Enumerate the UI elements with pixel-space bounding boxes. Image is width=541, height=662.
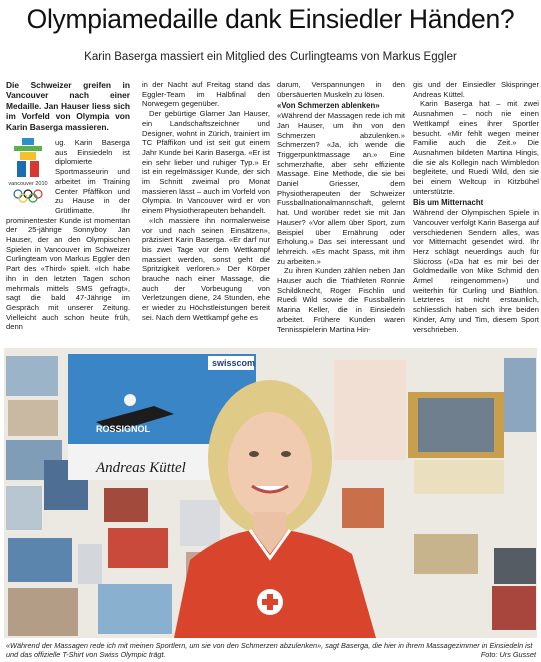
article-lead: Die Schweizer greifen in Vancouver nach einer Medaille. Jan Hauser liess sich im Vorfeld von Olympia von Karin Baserga massieren. (6, 80, 130, 132)
subheadline: Karin Baserga massiert ein Mitglied des Curlingteams von Markus Eggler (84, 51, 457, 63)
article-column-2 (142, 80, 270, 323)
paragraph: Zu ihren Kunden zählen neben Jan Hauser auch die Triathleten Ronnie Schildknecht, Roger Fischlin und Ruedi Wild sowie die Fussballerin Marina Keller, die in Einsiedeln arbeitet. Frühere Kunden waren Tennisspielerin Martina Hin- (277, 266, 405, 334)
caption-text: «Während der Massagen rede ich mit meinen Sportlern, um sie von den Schmerzen abzulenken», sagt Baserga, die hier in ihrem Massagezimmer in Einsiedeln ist und das offizielle T-Shirt von Swiss Olympic trägt. (6, 641, 533, 660)
paragraph: Karin Baserga hat – mit zwei Ausnahmen – noch nie einen Wettkampf eines ihrer Sportler besucht. «Mir fehlt wegen meiner Familie auch die Zeit.» Die Ausnahmen bildeten Martina Hingis, die sie als Kollegin nach Wimbledon begleitete, und Ruedi Wild, den sie bei einem Weltcup in Kitzbühel unterstützte. (413, 99, 539, 196)
article-photo (4, 348, 537, 638)
article-column-4 (413, 80, 539, 334)
paragraph: «Ich massiere ihn normalerweise vor und nach seinen Einsätzen», präzisiert Karin Baserga. «Er darf nur bis zwei Tage vor dem Wettkampf massiert werden, sonst geht die Spritzigkeit verloren.» Der Körper brauche nach einer Massage, die auch der Vorbeugung von Verletzungen diene, 24 Stunden, ehe er wieder zu Höchstleistungen bereit sei. Nach dem Wettkampf gehe es (142, 215, 270, 322)
headline: Olympiamedaille dank Einsiedler Händen? (26, 4, 515, 34)
poster-brand: ROSSIGNOL (96, 424, 151, 434)
poster-sponsor: swisscom (212, 358, 256, 368)
paragraph: «Während der Massagen rede ich mit Jan Hauser, um ihn von den Schmerzen abzulenken.» Schmerzen? «Ja, ich wende die Triggerpunktmassage an.» Eine schmerzhafte, aber sehr effiziente Massage. Eine Methode, die sie bei Daniel Griesser, dem Physiotherapeuten der Schweizer Fussballnationalmannschaft, gelernt hat. Und worüber redet sie mit Jan Hauser? «Vor allem über Sport, zum Beispiel über Ernährung oder Erholung.» Das sei interessant und lehrreich. «Es macht Spass, mit ihm zu arbeiten.» (277, 111, 405, 266)
photo-scene (4, 348, 537, 638)
article-column-3 (277, 80, 405, 334)
logo-text: vancouver 2010 (8, 181, 48, 188)
article-column-1 (6, 80, 130, 332)
paragraph: ug. Karin Baserga aus Einsiedeln ist diplomierte Sportmasseurin und arbeitet im Training Center Pfäffikon und zu Hause in der Grütlimatte. Ihr prominentester Kunde ist momentan der 25-jährige Sonnyboy Jan Hauser, der an den Olympischen Spielen in Vancouver im Schweizer Curlingteam von Markus Eggler den Part des «Third» spielt. «Ich habe ihn in den letzten Tagen schon mehrmals mittels SMS gefragt», sagt die bald 47-Jährige im Gespräch mit unserer Zeitung. Vielleicht auch schon heute früh, denn (6, 138, 130, 332)
section-subhead: «Von Schmerzen ablenken» (277, 101, 380, 111)
vancouver-2010-logo (6, 138, 50, 204)
section-subhead: Bis um Mitternacht (413, 198, 484, 208)
photo-caption (6, 641, 536, 659)
poster-signature: Andreas Küttel (96, 460, 186, 476)
olympic-rings-icon (12, 189, 44, 203)
photo-credit: Foto: Urs Gusset (480, 650, 536, 659)
paragraph: darum, Verspannungen in den übersäuerten Muskeln zu lösen. (277, 80, 405, 99)
paragraph: Der gebürtige Glarner Jan Hauser, ein Landschaftszeichner und Designer, wohnt in Zürich, trainiert im TC Pfäffikon und ist seit gut einem Jahr Kunde bei Karin Baserga. «Er ist ein sehr lieber und ruhiger Typ.» Er ist ein regelmässiger Kunde, der sich im Schnitt zweimal pro Monat massieren lässt – auch im Vorfeld von Olympia. In Vancouver wird er von einem Physiotherapeuten behandelt. (142, 109, 270, 216)
paragraph: Während der Olympischen Spiele in Vancouver verfolgt Karin Baserga auf verschiedenen Sendern alles, was vor Mitternacht gesendet wird. Ihr Herz schlägt neuerdings auch für Skicross («Da hat es mir bei der Goldmedaille von Mike Schmid den Ärmel reingenommen») und weiterhin für Curling und Biathlon. Letzteres ist nicht erstaunlich, schliesslich haben sich ihre beiden Kinder, Amy und Tim, diesem Sport verschrieben. (413, 208, 539, 334)
inukshuk-icon (14, 138, 42, 178)
paragraph: in der Nacht auf Freitag stand das Eggler-Team im Halbfinal den Norwegern gegenüber. (142, 80, 270, 109)
paragraph: gis und der Einsiedler Skispringer Andreas Küttel. (413, 80, 539, 99)
